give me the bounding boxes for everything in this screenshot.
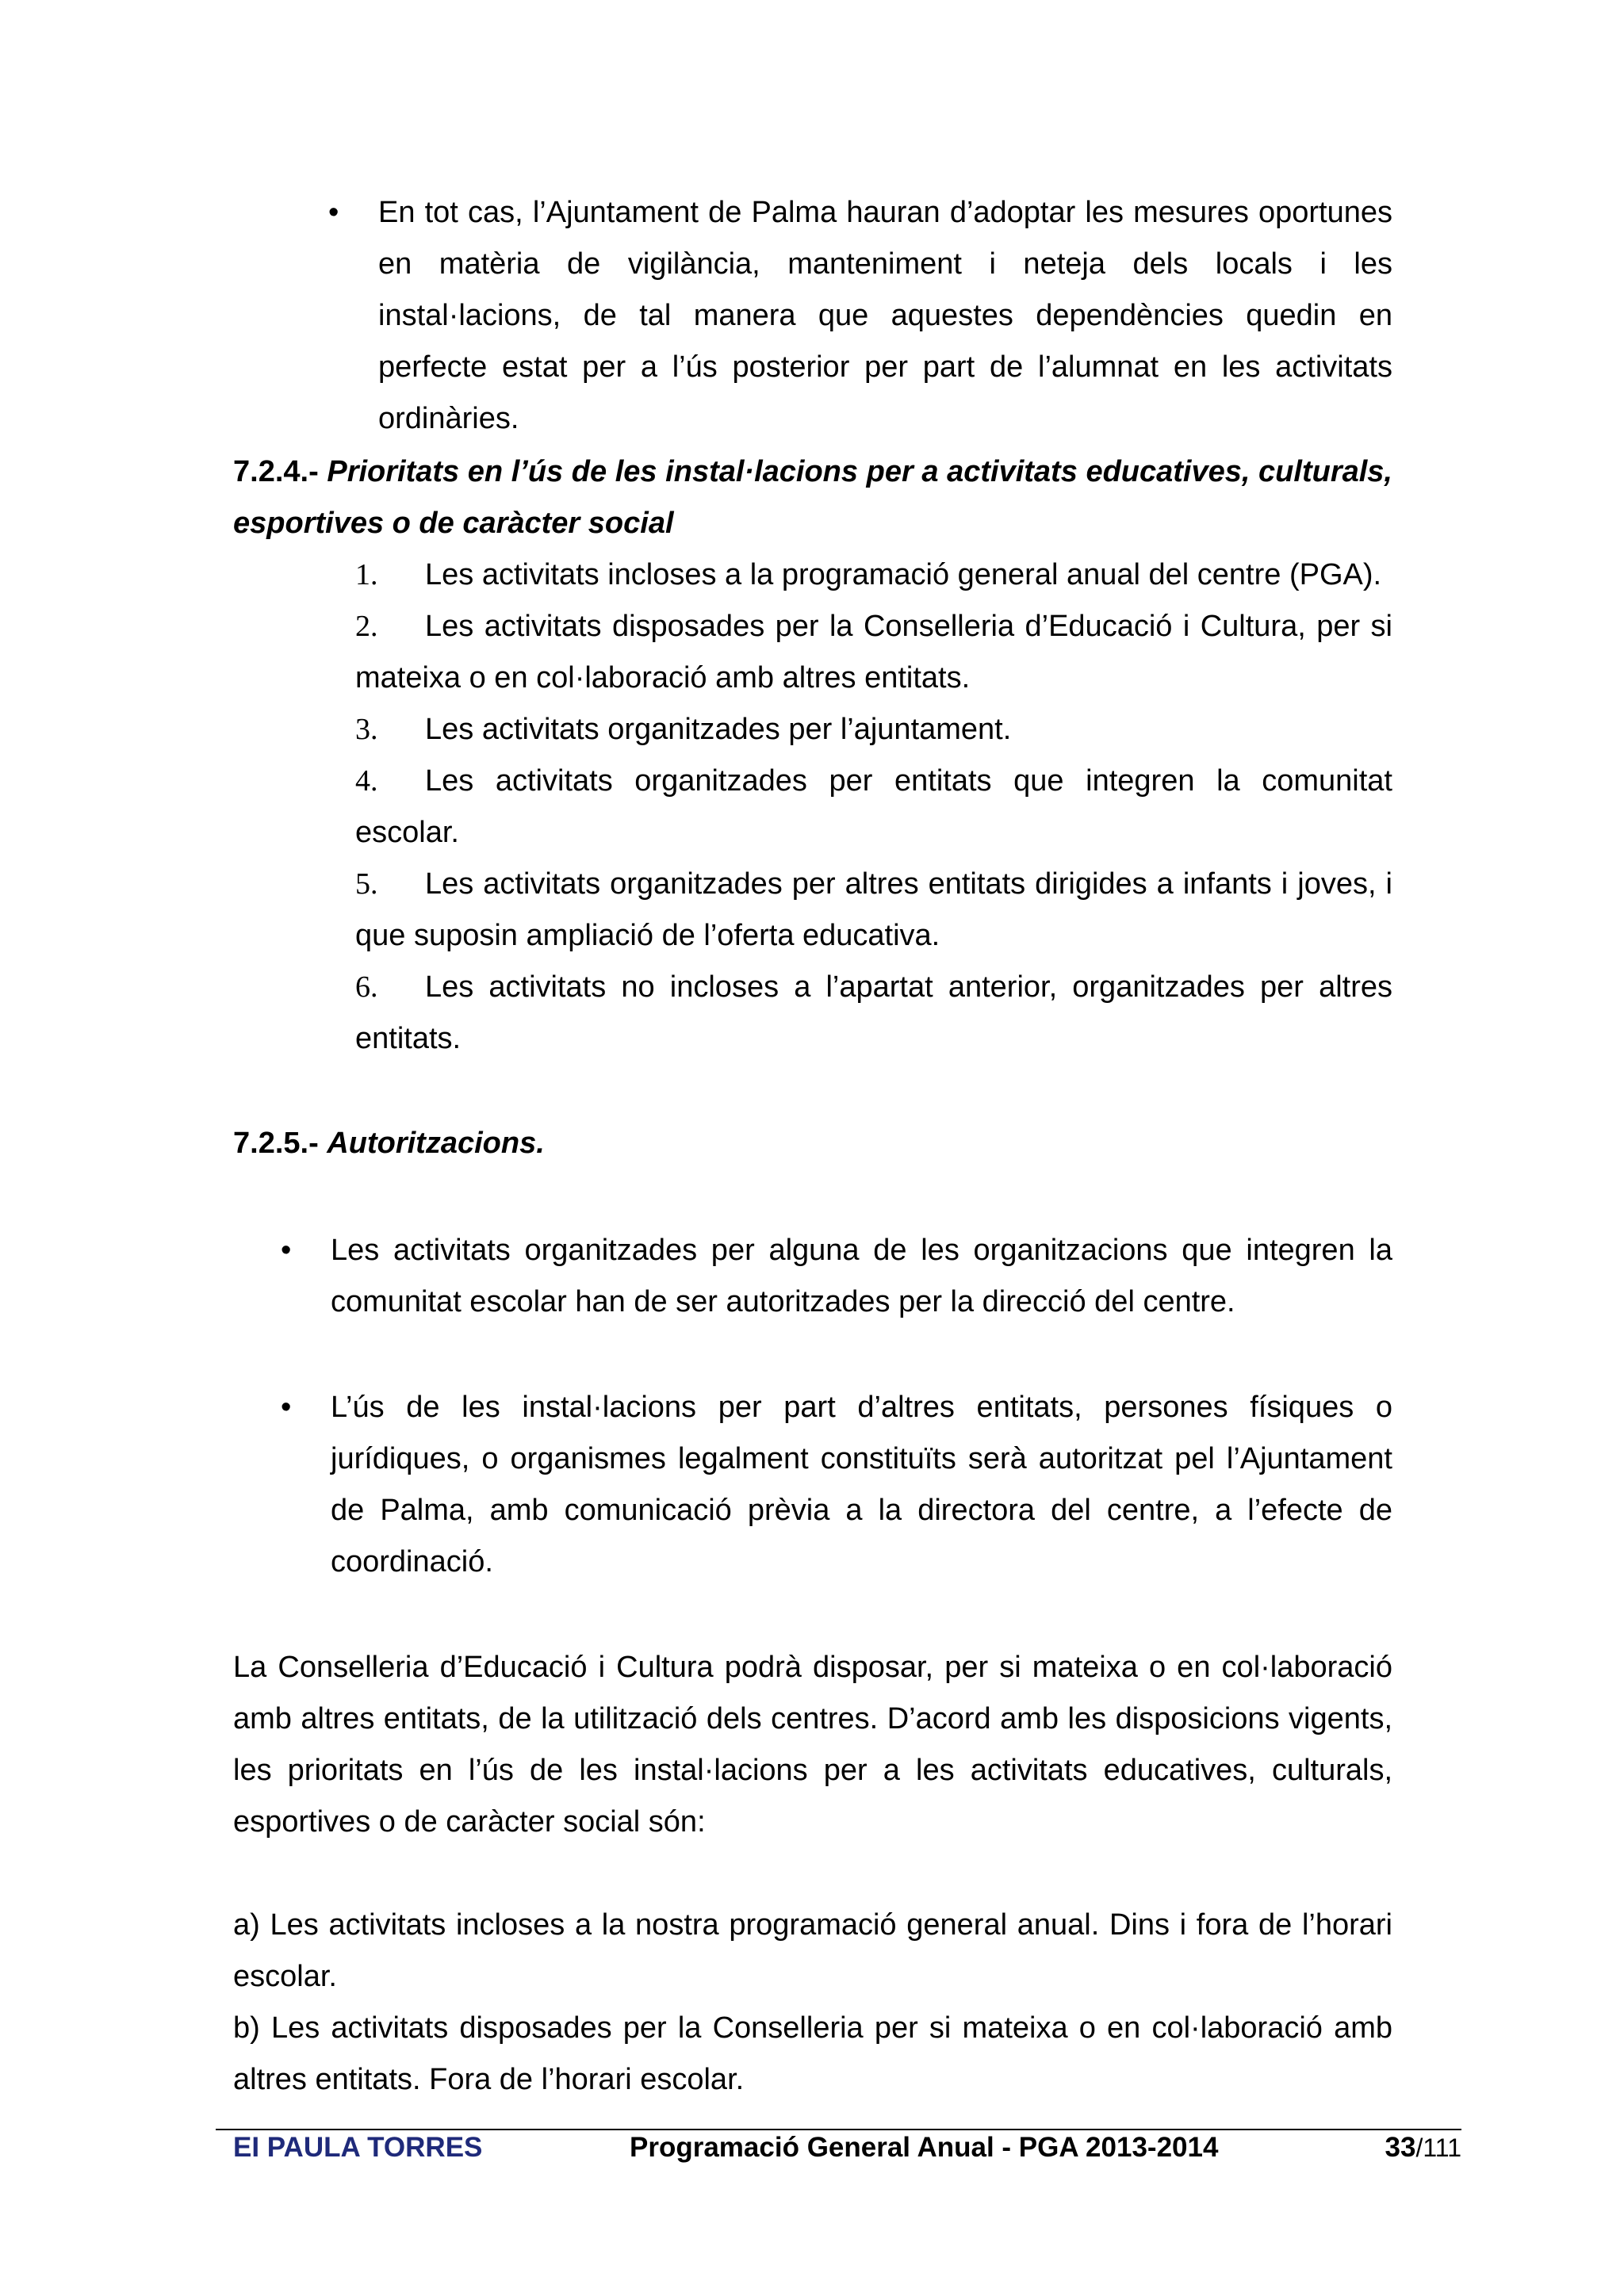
bullet-marker: •: [281, 1234, 292, 1267]
closing-paragraph: La Conselleria d’Educació i Cultura podrà disposar, per si mateixa o en col·laboració amb altres entitats, de la utilització dels centres. D’acord amb les disposicions vigents, les prioritats en l’ús de les instal·lacions per a les activitats educatives, culturals, esportives o de caràcter social són:: [233, 1651, 1392, 1839]
bullet-marker: •: [281, 1391, 292, 1424]
list-item-number: 1.: [355, 558, 378, 591]
list-item-number: 3.: [355, 713, 378, 746]
footer-school-name: EI PAULA TORRES: [233, 2132, 483, 2163]
priority-list-item: [355, 962, 1392, 1065]
list-item-text: Les activitats disposades per la Conselleria d’Educació i Cultura, per si mateixa o en col·laboració amb altres entitats.: [355, 610, 1392, 695]
authorization-bullet-text: L’ús de les instal·lacions per part d’altres entitats, persones físiques o jurídiques, o organismes legalment constituïts serà autoritzat pel l’Ajuntament de Palma, amb comunicació prèvia a la directora del centre, a l’efecte de coordinació.: [331, 1391, 1392, 1578]
list-item-number: 5.: [355, 867, 378, 901]
page-footer: [233, 2128, 1461, 2168]
section-725-title: Autoritzacions.: [327, 1127, 545, 1160]
list-item-text: Les activitats incloses a la programació general anual del centre (PGA).: [425, 558, 1382, 591]
footer-page-number: 33: [1385, 2132, 1416, 2163]
list-item-text: Les activitats no incloses a l’apartat anterior, organitzades per altres entitats.: [355, 970, 1392, 1055]
section-724-heading: [233, 446, 1392, 549]
list-item-text: Les activitats organitzades per entitats que integren la comunitat escolar.: [355, 764, 1392, 849]
authorization-bullet-text: Les activitats organitzades per alguna de les organitzacions que integren la comunitat escolar han de ser autoritzades per la direcció del centre.: [331, 1234, 1392, 1318]
footer-page-indicator: [1385, 2128, 1461, 2168]
footer-document-title: Programació General Anual - PGA 2013-2014: [630, 2132, 1219, 2163]
priority-list-item: [355, 601, 1392, 704]
priority-list-item: [355, 549, 1392, 601]
intro-bullet-text: En tot cas, l’Ajuntament de Palma hauran d’adoptar les mesures oportunes en matèria de vigilància, manteniment i neteja dels locals i les instal·lacions, de tal manera que aquestes dependències quedin en perfecte estat per a l’ús posterior per part de l’alumnat en les activitats ordinàries.: [378, 196, 1392, 435]
priority-list-item: [355, 704, 1392, 756]
footer-page-total: /111: [1415, 2133, 1461, 2162]
section-724-title: Prioritats en l’ús de les instal·lacions per a activitats educatives, culturals, esportives o de caràcter social: [233, 455, 1392, 540]
bullet-marker: •: [328, 196, 339, 229]
list-item-number: 4.: [355, 764, 378, 798]
priority-list-item: [355, 756, 1392, 859]
list-item-text: Les activitats organitzades per l’ajuntament.: [425, 713, 1012, 746]
section-725-heading: [233, 1118, 545, 1169]
lettered-item-b: b) Les activitats disposades per la Conselleria per si mateixa o en col·laboració amb altres entitats. Fora de l’horari escolar.: [233, 2011, 1392, 2096]
section-724-number: 7.2.4.-: [233, 455, 319, 488]
list-item-number: 2.: [355, 610, 378, 643]
list-item-number: 6.: [355, 970, 378, 1004]
list-item-text: Les activitats organitzades per altres entitats dirigides a infants i joves, i que suposin ampliació de l’oferta educativa.: [355, 867, 1392, 952]
lettered-item-a: a) Les activitats incloses a la nostra programació general anual. Dins i fora de l’horari escolar.: [233, 1908, 1392, 1993]
section-725-number: 7.2.5.-: [233, 1127, 319, 1160]
priority-list-item: [355, 859, 1392, 962]
